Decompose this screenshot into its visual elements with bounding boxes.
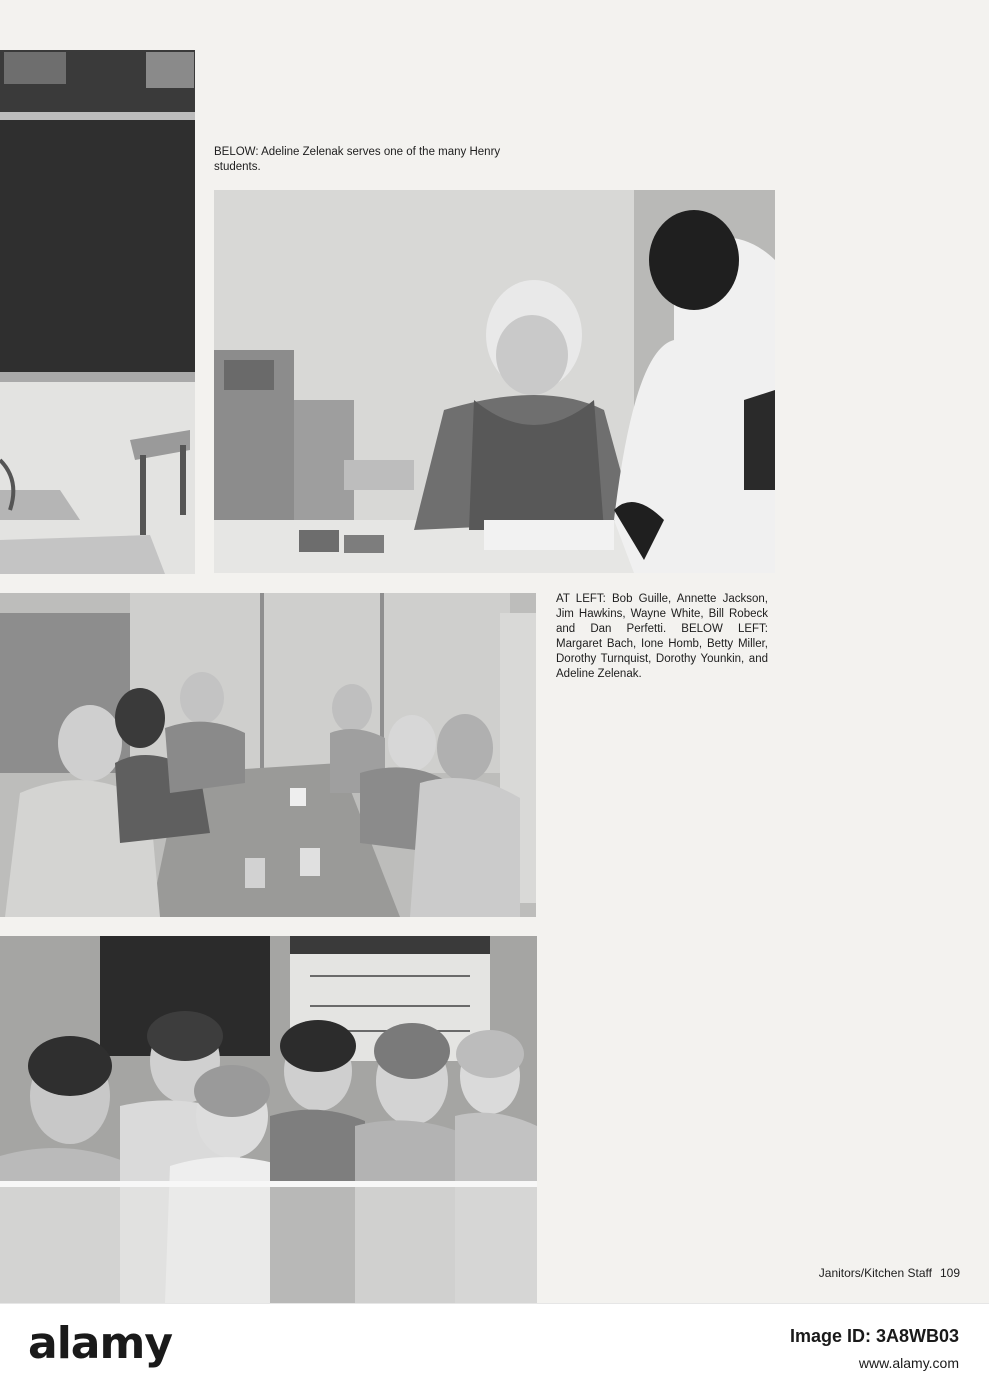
image-url: www.alamy.com	[858, 1355, 959, 1371]
top-photo-caption: BELOW: Adeline Zelenak serves one of the many Henry students.	[214, 146, 501, 173]
watermark-bar	[0, 1303, 989, 1391]
image-id: Image ID: 3A8WB03	[789, 1326, 959, 1346]
image-meta	[790, 1326, 959, 1371]
section-title: Janitors/Kitchen Staff	[818, 1266, 932, 1280]
alamy-logo: alamy	[28, 1318, 172, 1369]
page-footer	[819, 1266, 960, 1280]
janitors-photo	[0, 593, 536, 917]
staff-caption: AT LEFT: Bob Guille, Annette Jackson, Jim Hawkins, Wayne White, Bill Robeck and Dan Perfetti. BELOW LEFT: Margaret Bach, Ione Homb, Betty Miller, Dorothy Turnquist, Dorothy Younkin, and Adeline Zelenak.	[556, 593, 768, 680]
cashier-photo	[214, 190, 775, 573]
page-number: 109	[939, 1266, 960, 1280]
classroom-photo	[0, 50, 195, 574]
kitchen-staff-photo	[0, 936, 537, 1303]
